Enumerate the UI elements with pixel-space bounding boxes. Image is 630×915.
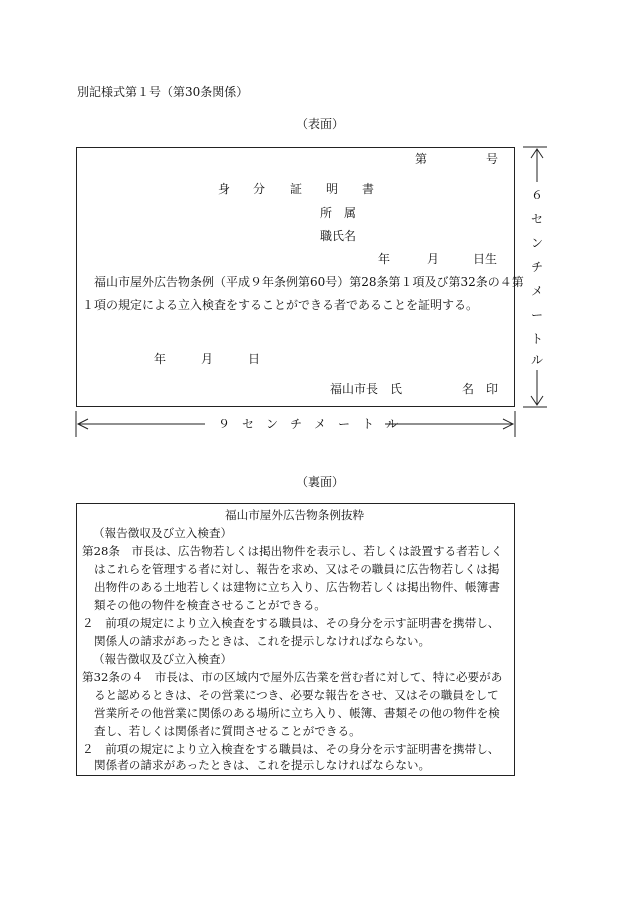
excerpt-line: （報告徴収及び立入検査） bbox=[93, 526, 233, 540]
excerpt-line: ２ 前項の規定により立入検査をする職員は、その身分を示す証明書を携帯し、 bbox=[82, 742, 500, 756]
back-side-label: （裏面） bbox=[296, 475, 345, 489]
height-label-char: ル bbox=[530, 353, 543, 367]
birth-month-label: 月 bbox=[427, 252, 440, 266]
excerpt-line: 類その他の物件を検査させることができる。 bbox=[94, 598, 326, 612]
excerpt-line: 営業所その他営業に関係のある場所に立ち入り、帳簿、書類その他の物件を検 bbox=[94, 706, 500, 720]
back-heading: 福山市屋外広告物条例抜粋 bbox=[225, 508, 365, 522]
affiliation-label: 所 属 bbox=[320, 206, 357, 220]
birth-day-label: 日生 bbox=[473, 252, 498, 266]
height-label-char: ６ bbox=[530, 188, 543, 202]
name-label: 職氏名 bbox=[320, 229, 357, 243]
issue-year-label: 年 bbox=[154, 352, 167, 366]
excerpt-line: （報告徴収及び立入検査） bbox=[93, 652, 233, 666]
height-label-char: ト bbox=[530, 332, 543, 346]
certificate-title-char: 証 bbox=[290, 182, 303, 196]
height-label-char: チ bbox=[530, 260, 543, 274]
form-title: 別記様式第１号（第30条関係） bbox=[77, 85, 249, 99]
number-suffix: 号 bbox=[486, 152, 499, 166]
excerpt-line: 第32条の４ 市長は、市の区域内で屋外広告業を営む者に対して、特に必要があ bbox=[82, 670, 503, 684]
height-label-char: ン bbox=[530, 236, 543, 250]
number-prefix: 第 bbox=[415, 152, 428, 166]
height-label-char: メ bbox=[530, 284, 543, 298]
excerpt-line: 第28条 市長は、広告物若しくは掲出物件を表示し、若しくは設置する者若しく bbox=[82, 544, 503, 558]
certification-text-line-1: 福山市屋外広告物条例（平成９年条例第60号）第28条第１項及び第32条の４第 bbox=[94, 275, 524, 289]
excerpt-line: 査し、若しくは関係者に質問させることができる。 bbox=[94, 724, 361, 738]
width-dimension-label: ９ セ ン チ メ ー ト ル bbox=[218, 417, 399, 431]
seal-mark: 印 bbox=[486, 382, 499, 396]
front-side-label: （表面） bbox=[296, 117, 345, 131]
excerpt-line: ２ 前項の規定により立入検査をする職員は、その身分を示す証明書を携帯し、 bbox=[82, 616, 500, 630]
issue-month-label: 月 bbox=[201, 352, 214, 366]
certification-text-line-2: １項の規定による立入検査をすることができる者であることを証明する。 bbox=[82, 298, 479, 312]
excerpt-line: ると認めるときは、その営業につき、必要な報告をさせ、又はその職員をして bbox=[94, 688, 499, 702]
height-label-char: セ bbox=[530, 212, 543, 226]
certificate-title-char: 身 bbox=[218, 182, 231, 196]
certificate-title-char: 明 bbox=[326, 182, 339, 196]
birth-year-label: 年 bbox=[378, 252, 391, 266]
certificate-title-char: 書 bbox=[362, 182, 375, 196]
height-label-char: ー bbox=[530, 308, 543, 322]
issuer-name-label: 名 bbox=[462, 382, 475, 396]
issuer-label: 福山市長 氏 bbox=[330, 382, 403, 396]
excerpt-line: はこれらを管理する者に対し、報告を求め、又はその職員に広告物若しくは掲 bbox=[94, 562, 500, 576]
excerpt-line: 関係人の請求があったときは、これを提示しなければならない。 bbox=[94, 634, 431, 648]
certificate-title-char: 分 bbox=[253, 182, 266, 196]
issue-day-label: 日 bbox=[248, 352, 261, 366]
excerpt-line: 関係者の請求があったときは、これを提示しなければならない。 bbox=[94, 758, 431, 772]
excerpt-line: 出物件のある土地若しくは建物に立ち入り、広告物若しくは掲出物件、帳簿書 bbox=[94, 580, 500, 594]
